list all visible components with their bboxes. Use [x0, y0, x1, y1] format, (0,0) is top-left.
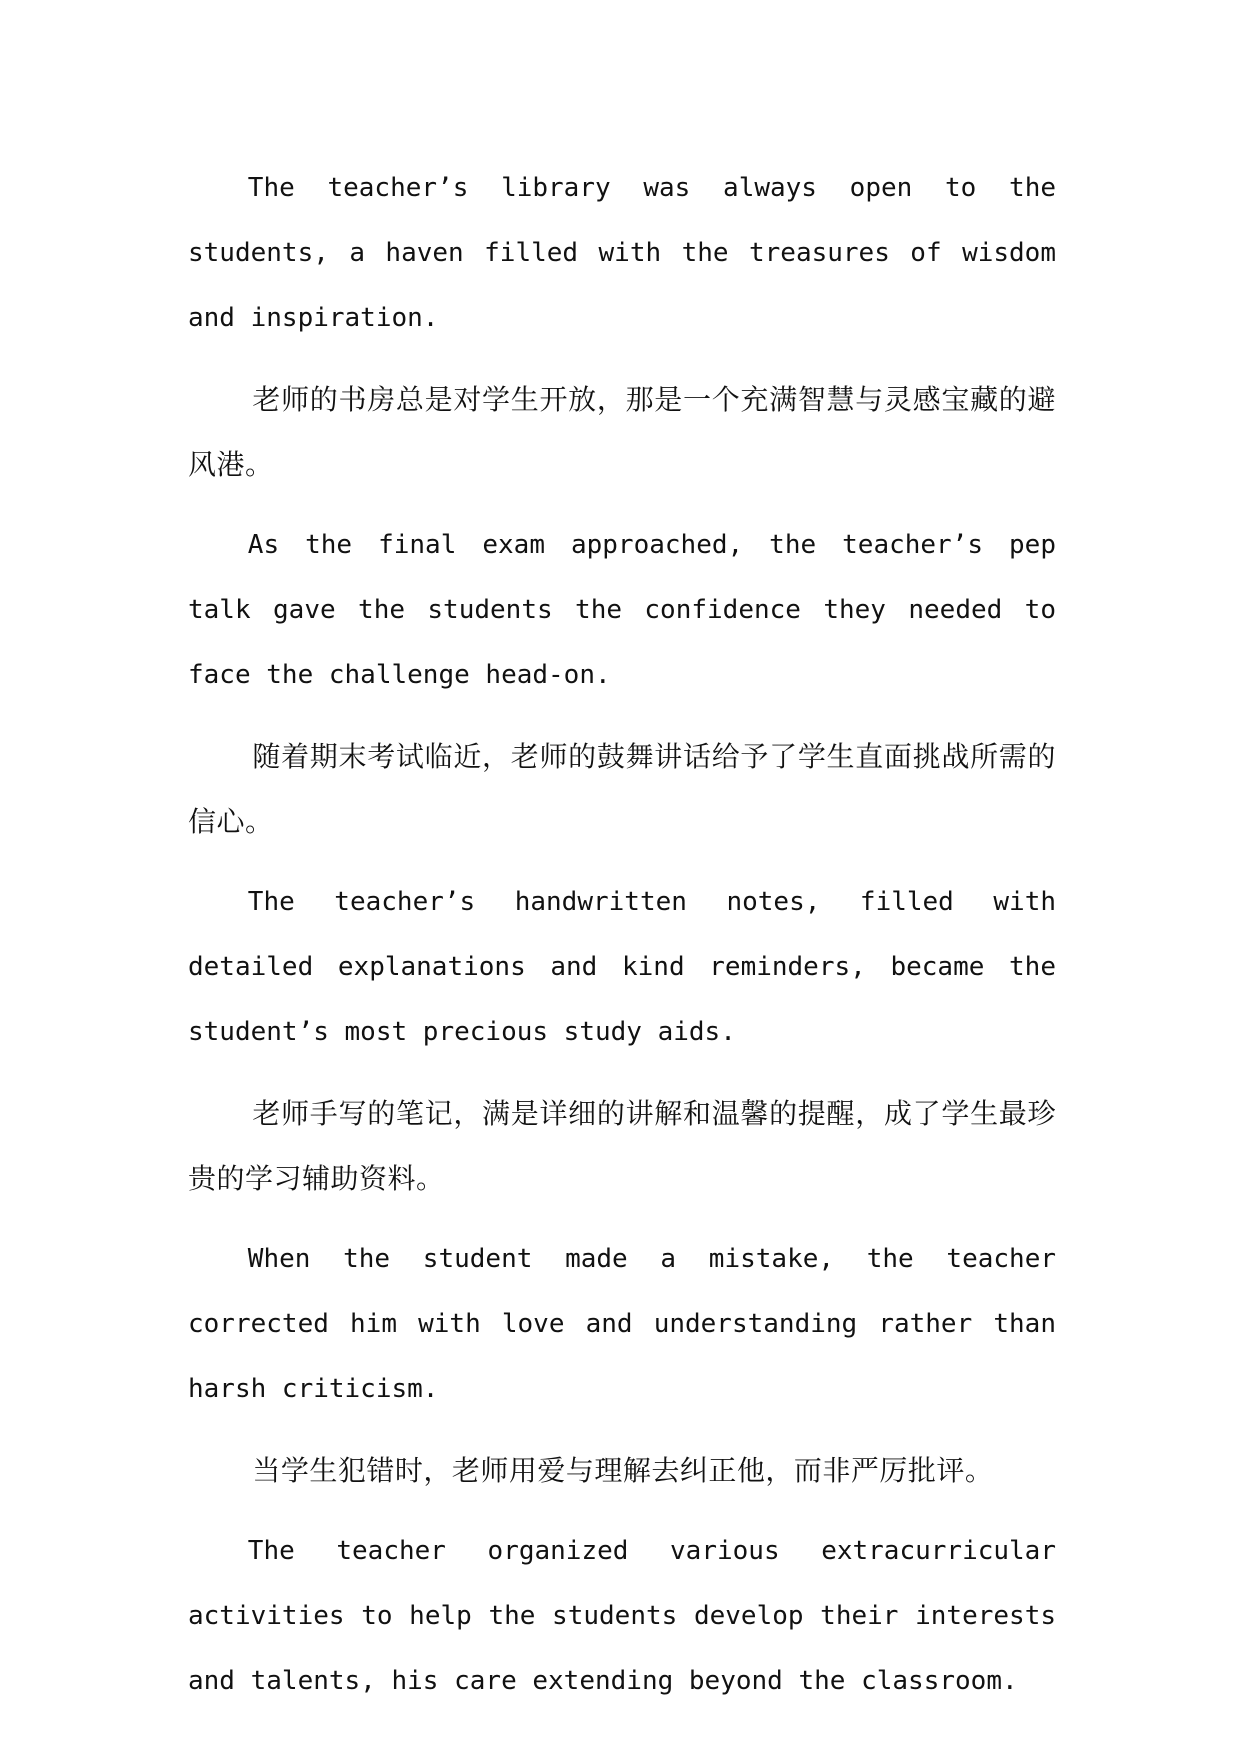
document-body	[188, 156, 1056, 1730]
paragraph-english: As the final exam approached, the teacher’s pep talk gave the students the confidence they needed to face the challenge head-on.	[188, 530, 1056, 690]
paragraph-english: The teacher’s library was always open to the students, a haven filled with the treasures of wisdom and inspiration.	[188, 173, 1056, 333]
paragraph-chinese: 随着期末考试临近，老师的鼓舞讲话给予了学生直面挑战所需的信心。	[188, 740, 1056, 838]
paragraph-english: The teacher’s handwritten notes, filled with detailed explanations and kind reminders, became the student’s most precious study aids.	[188, 887, 1056, 1047]
paragraph-english: The teacher organized various extracurricular activities to help the students develop their interests and talents, his care extending beyond the classroom.	[188, 1536, 1056, 1696]
paragraph-chinese: 老师的书房总是对学生开放，那是一个充满智慧与灵感宝藏的避风港。	[188, 383, 1056, 481]
paragraph-english: When the student made a mistake, the teacher corrected him with love and understanding rather than harsh criticism.	[188, 1244, 1056, 1404]
paragraph-chinese: 老师手写的笔记，满是详细的讲解和温馨的提醒，成了学生最珍贵的学习辅助资料。	[188, 1097, 1056, 1195]
paragraph-chinese: 当学生犯错时，老师用爱与理解去纠正他，而非严厉批评。	[252, 1454, 994, 1487]
